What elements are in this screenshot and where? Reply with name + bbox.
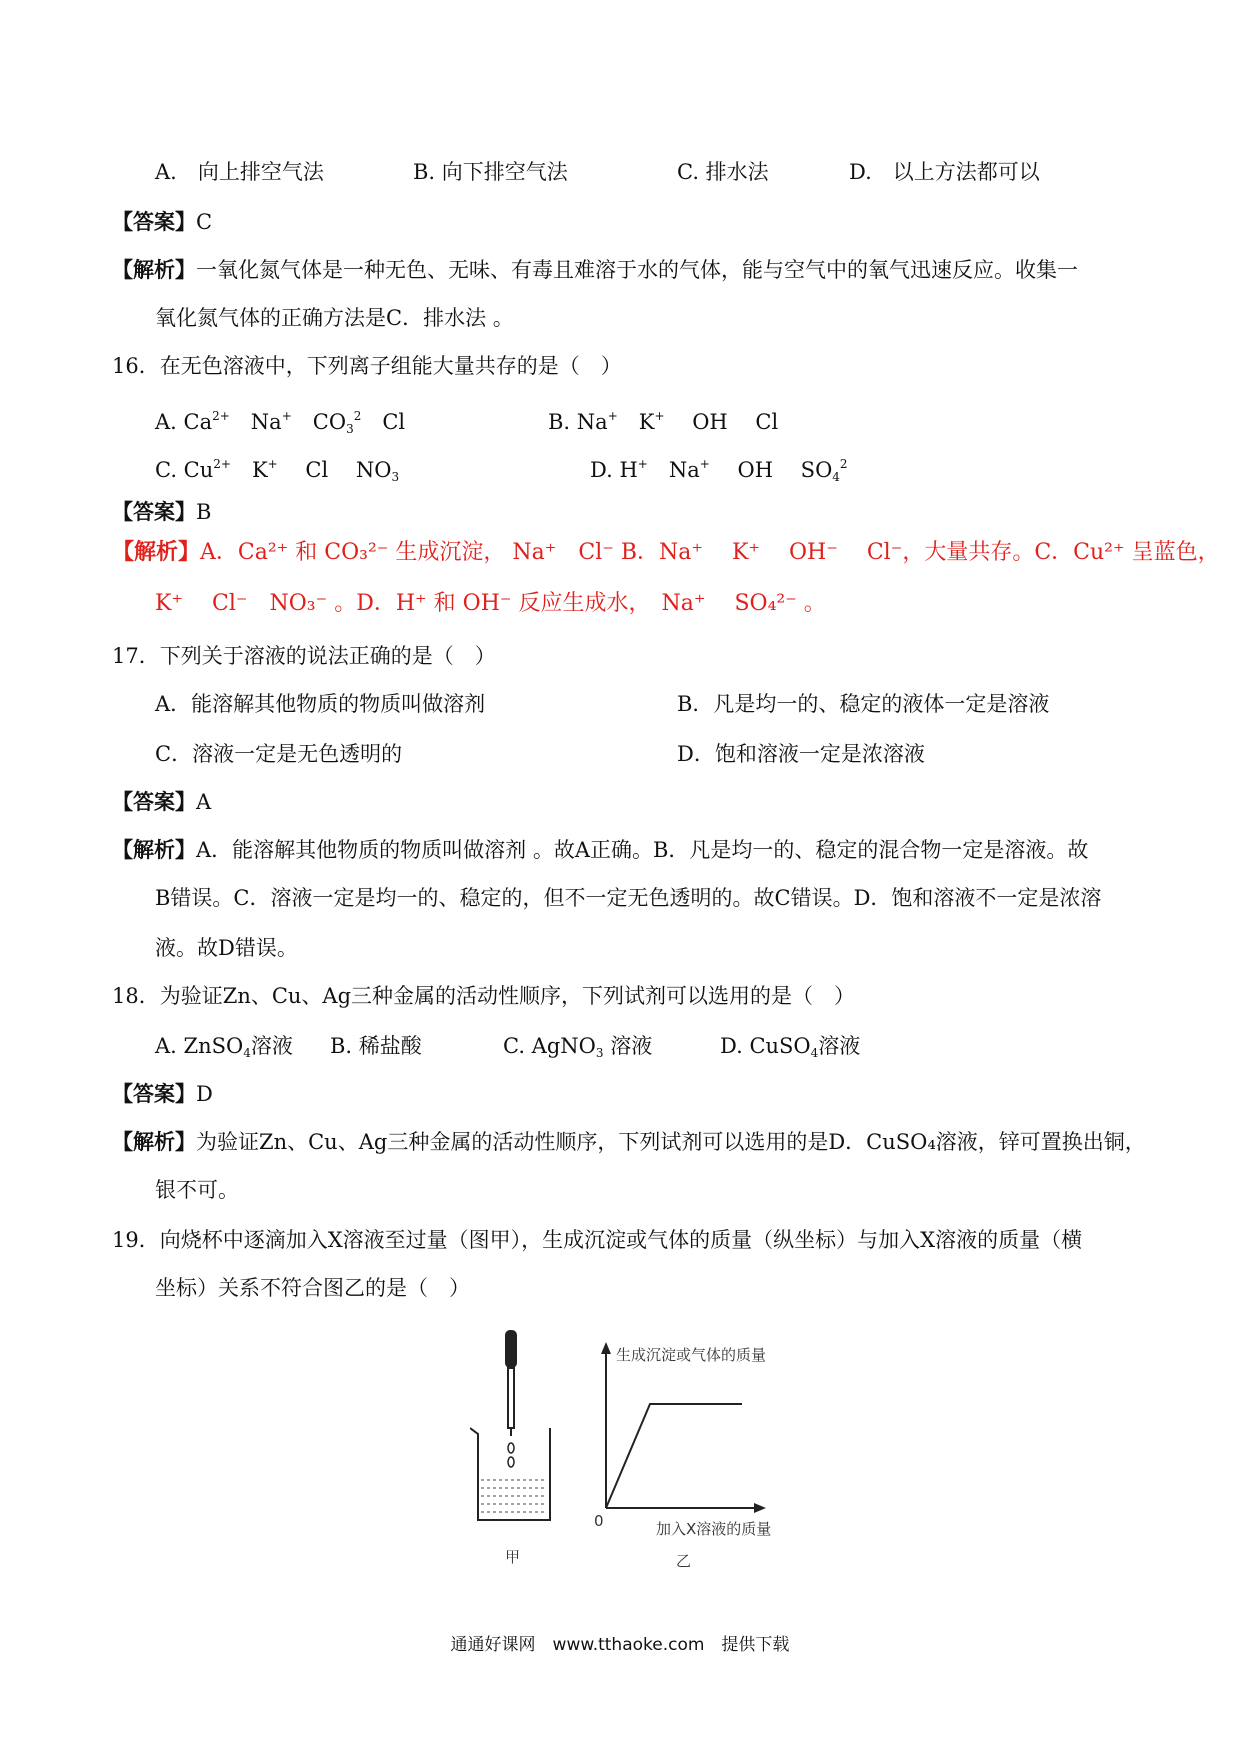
- q18-stem: 18．为验证Zn、Cu、Ag三种金属的活动性顺序，下列试剂可以选用的是（ ）: [112, 984, 856, 1008]
- answer-value: A: [196, 790, 212, 814]
- q16-option-d: D. H+ Na+ OH $SO_4^2$: [590, 457, 848, 484]
- answer-value: B: [196, 500, 212, 524]
- drop-icon: [508, 1457, 514, 1467]
- q19-figure: [470, 1330, 820, 1570]
- analysis-text: 为验证Zn、Cu、Ag三种金属的活动性顺序，下列试剂可以选用的是D．CuSO₄溶液，锌可置换出铜，: [196, 1130, 1146, 1154]
- analysis-label: 【解析】: [112, 539, 201, 565]
- page-footer: 通通好课网 www.tthaoke.com 提供下载: [450, 1635, 790, 1655]
- analysis-text: A．Ca²⁺ 和 CO₃²⁻ 生成沉淀， Na⁺ Cl⁻ B．Na⁺ K⁺ OH⁻ Cl⁻，大量共存。C．Cu²⁺ 呈蓝色，: [200, 540, 1220, 565]
- q18-option-c: C. AgNO$_3$ 溶液: [503, 1034, 653, 1060]
- q17-analysis-line-2: B错误。C．溶液一定是均一的、稳定的，但不一定无色透明的。故C错误。D．饱和溶液不一定是浓溶: [155, 886, 1102, 910]
- q16-analysis-line-2: K⁺ Cl⁻ NO₃⁻ 。D．H⁺ 和 OH⁻ 反应生成水， Na⁺ SO₄²⁻ 。: [155, 591, 826, 616]
- q19-stem-line-2: 坐标）关系不符合图乙的是（ ）: [155, 1276, 470, 1300]
- answer-value: D: [196, 1082, 213, 1106]
- q18-answer: [112, 1080, 213, 1108]
- analysis-label: 【解析】: [112, 837, 196, 862]
- answer-label: 【答案】: [112, 1081, 196, 1106]
- x-axis-arrow: [754, 1503, 766, 1513]
- beaker-icon: [470, 1428, 550, 1520]
- drop-icon: [508, 1443, 514, 1453]
- q16-stem: 16．在无色溶液中，下列离子组能大量共存的是（ ）: [112, 354, 622, 378]
- y-axis-arrow: [601, 1342, 611, 1354]
- answer-label: 【答案】: [112, 499, 196, 524]
- q17-option-a: A．能溶解其他物质的物质叫做溶剂: [155, 692, 486, 716]
- q16-option-c: C. $Cu^{2+}$ K+ Cl $NO_3$: [155, 457, 400, 484]
- origin-label: 0: [594, 1512, 604, 1530]
- q18-option-b: B. 稀盐酸: [330, 1034, 422, 1058]
- answer-value: C: [196, 210, 213, 234]
- analysis-text: A．能溶解其他物质的物质叫做溶剂 。故A正确。B．凡是均一的、稳定的混合物一定是溶液。故: [196, 838, 1089, 862]
- q15-option-a: A. 向上排空气法: [155, 160, 324, 184]
- q16-answer: [112, 498, 211, 526]
- x-axis-label: 加入X溶液的质量: [656, 1520, 772, 1538]
- q17-option-c: C．溶液一定是无色透明的: [155, 742, 403, 766]
- q15-answer: [112, 208, 212, 236]
- q16-option-a: A. $Ca^{2+}$ Na+ $CO_3^2$ Cl: [155, 409, 406, 436]
- q19-stem: 19．向烧杯中逐滴加入X溶液至过量（图甲），生成沉淀或气体的质量（纵坐标）与加入X溶液的质量（横: [112, 1228, 1083, 1252]
- answer-label: 【答案】: [112, 789, 196, 814]
- q18-option-a: A. ZnSO$_4$溶液: [155, 1034, 293, 1060]
- q17-analysis: [112, 836, 1088, 864]
- q15-option-c: C. 排水法: [677, 160, 769, 184]
- q18-option-d: D. CuSO$_4$溶液: [720, 1034, 861, 1060]
- y-axis-label: 生成沉淀或气体的质量: [616, 1346, 767, 1364]
- answer-label: 【答案】: [112, 209, 196, 234]
- curve: [606, 1404, 742, 1508]
- dropper-icon: [505, 1330, 517, 1436]
- q15-analysis-line-2: 氧化氮气体的正确方法是C．排水法 。: [155, 306, 514, 330]
- q18-analysis-line-2: 银不可。: [155, 1178, 239, 1202]
- q17-option-d: D．饱和溶液一定是浓溶液: [677, 742, 925, 766]
- q15-analysis: [112, 256, 1078, 284]
- q17-answer: [112, 788, 211, 816]
- q16-option-b: B. Na+ K+ OH Cl: [548, 409, 779, 434]
- q16-analysis: [112, 538, 1220, 567]
- analysis-text: 一氧化氮气体是一种无色、无味、有毒且难溶于水的气体，能与空气中的氧气迅速反应。收集一: [196, 258, 1078, 282]
- analysis-label: 【解析】: [112, 1129, 196, 1154]
- analysis-label: 【解析】: [112, 257, 196, 282]
- q17-analysis-line-3: 液。故D错误。: [155, 936, 298, 960]
- q17-option-b: B．凡是均一的、稳定的液体一定是溶液: [677, 692, 1050, 716]
- q15-option-b: B. 向下排空气法: [413, 160, 568, 184]
- q15-option-d: D. 以上方法都可以: [849, 160, 1040, 184]
- q18-analysis: [112, 1128, 1146, 1156]
- q17-stem: 17．下列关于溶液的说法正确的是（ ）: [112, 644, 496, 668]
- graph: [594, 1342, 771, 1570]
- figure-label-right: 乙: [676, 1552, 692, 1570]
- figure-label-left: 甲: [505, 1548, 521, 1566]
